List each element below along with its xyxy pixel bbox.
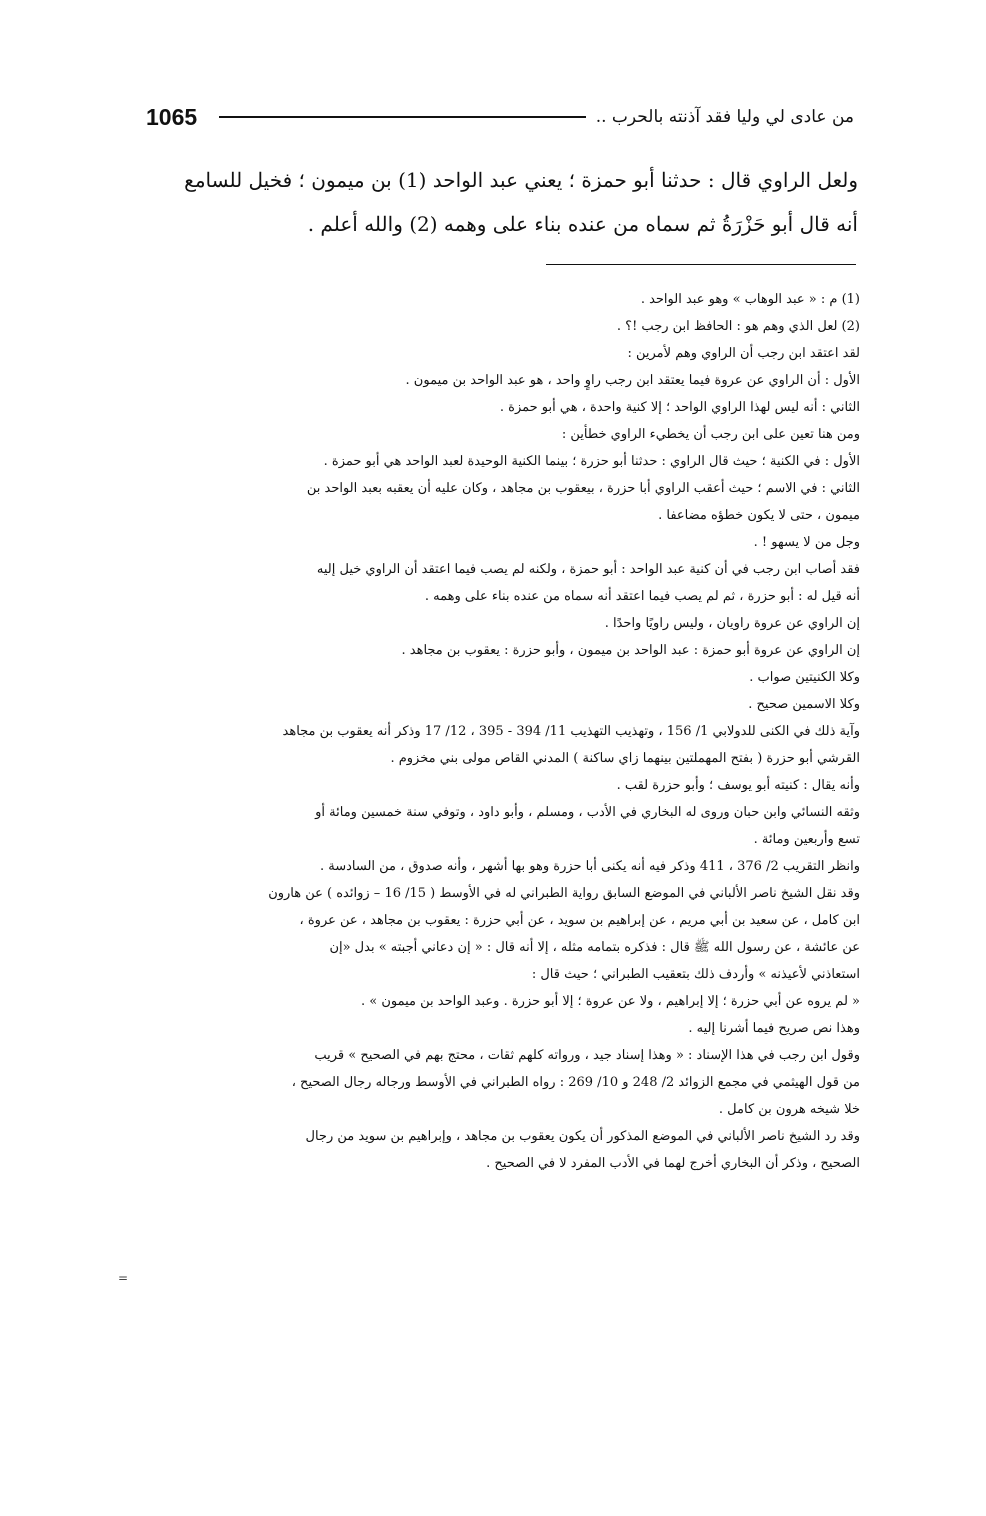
page-header — [146, 97, 854, 137]
margin-mark: = — [118, 1271, 129, 1285]
footnote-line: لقد اعتقد ابن رجب أن الراوي وهم لأمرين : — [627, 346, 860, 361]
footnote-line: « لم يروه عن أبي حزرة ؛ إلا إبراهيم ، ولا عن عروة ؛ إلا أبو حزرة . وعبد الواحد بن ميمون » . — [360, 994, 860, 1009]
footnote-line: أنه قيل له : أبو حزرة ، ثم لم يصب فيما اعتقد أنه سماه من عنده بناء على وهمه . — [424, 589, 860, 604]
footnote-line: الصحيح ، وذكر أن البخاري أخرج لهما في الأدب المفرد لا في الصحيح . — [486, 1156, 860, 1171]
footnote-line: من قول الهيثمي في مجمع الزوائد 2/ 248 و 10/ 269 : رواه الطبراني في الأوسط ورجاله رجال الصحيح ، — [291, 1075, 860, 1090]
main-text-line: ولعل الراوي قال : حدثنا أبو حمزة ؛ يعني عبد الواحد (1) بن ميمون ؛ فخيل للسامع — [184, 168, 858, 192]
footnote-line: ومن هنا تعين على ابن رجب أن يخطيء الراوي خطأين : — [561, 427, 860, 442]
footnotes — [134, 286, 860, 1177]
footnote-line: الثاني : في الاسم ؛ حيث أعقب الراوي أبا حزرة ، بيعقوب بن مجاهد ، وكان عليه أن يعقبه بعبد الواحد بن — [306, 481, 860, 496]
footnote-line: (1) م : « عبد الوهاب » وهو عبد الواحد . — [640, 292, 860, 307]
footnote-separator — [546, 264, 856, 265]
footnote-line: القرشي أبو حزرة ( بفتح المهملتين بينهما زاي ساكنة ) المدني القاص مولى بني مخزوم . — [390, 751, 860, 766]
footnote-line: تسع وأربعين ومائة . — [753, 832, 860, 847]
footnote-line: استعاذني لأعيذنه » وأردف ذلك بتعقيب الطبراني ؛ حيث قال : — [531, 967, 860, 982]
footnote-line: الأول : في الكنية ؛ حيث قال الراوي : حدثنا أبو حزرة ؛ بينما الكنية الوحيدة لعبد الواحد هي أبو حمزة . — [323, 454, 860, 469]
footnote-line: وجل من لا يسهو ! . — [753, 535, 860, 550]
footnote-line: وأنه يقال : كنيته أبو يوسف ؛ وأبو حزرة لقب . — [616, 778, 860, 793]
footnote-line: وانظر التقريب 2/ 376 ، 411 وذكر فيه أنه يكنى أبا حزرة وهو بها أشهر ، وأنه صدوق ، من السادسة . — [319, 859, 860, 874]
page-number: 1065 — [146, 103, 198, 130]
footnote-line: إن الراوي عن عروة أبو حمزة : عبد الواحد بن ميمون ، وأبو حزرة : يعقوب بن مجاهد . — [401, 643, 860, 658]
footnote-line: ابن كامل ، عن سعيد بن أبي مريم ، عن إبراهيم بن سويد ، عن أبي حزرة : يعقوب بن مجاهد ، عن عروة ، — [299, 913, 860, 928]
footnote-line: وكلا الكنيتين صواب . — [749, 670, 860, 685]
running-title: من عادى لي وليا فقد آذنته بالحرب .. — [595, 107, 854, 127]
header-rule — [219, 116, 586, 118]
footnote-line: عن عائشة ، عن رسول الله ﷺ قال : فذكره بتمامه مثله ، إلا أنه قال : « إن دعاني أجبته » بدل «إن — [329, 940, 860, 955]
footnote-line: وآية ذلك في الكنى للدولابي 1/ 156 ، وتهذيب التهذيب 11/ 394 - 395 ، 12/ 17 وذكر أنه يعقوب بن مجاهد — [282, 724, 860, 739]
footnote-line: وقد رد الشيخ ناصر الألباني في الموضع المذكور أن يكون يعقوب بن مجاهد ، وإبراهيم بن سويد من رجال — [305, 1129, 860, 1144]
footnote-line: وقول ابن رجب في هذا الإسناد : « وهذا إسناد جيد ، ورواته كلهم ثقات ، محتج بهم في الصحيح » قريب — [314, 1048, 860, 1063]
footnote-line: (2) لعل الذي وهم هو : الحافظ ابن رجب !؟ . — [616, 319, 860, 334]
footnote-line: خلا شيخه هرون بن كامل . — [718, 1102, 860, 1117]
footnote-line: الثاني : أنه ليس لهذا الراوي الواحد ؛ إلا كنية واحدة ، هي أبو حمزة . — [499, 400, 860, 415]
footnote-line: ميمون ، حتى لا يكون خطؤه مضاعفا . — [658, 508, 860, 523]
footnote-line: وكلا الاسمين صحيح . — [748, 697, 860, 712]
main-text-line: أنه قال أبو حَزْرَةُ ثم سماه من عنده بناء على وهمه (2) والله أعلم . — [307, 212, 858, 236]
footnote-line: وقد نقل الشيخ ناصر الألباني في الموضع السابق رواية الطبراني له في الأوسط ( 15/ 16 – زوائده ) عن هارون — [268, 886, 860, 901]
footnote-line: فقد أصاب ابن رجب في أن كنية عبد الواحد : أبو حمزة ، ولكنه لم يصب فيما اعتقد أن الراوي خيل إليه — [316, 562, 860, 577]
footnote-line: وهذا نص صريح فيما أشرنا إليه . — [688, 1021, 860, 1036]
footnote-line: إن الراوي عن عروة راويان ، وليس راويًا واحدًا . — [604, 616, 860, 631]
main-text — [134, 158, 858, 246]
footnote-line: وثقه النسائي وابن حبان وروى له البخاري في الأدب ، ومسلم ، وأبو داود ، وتوفي سنة خمسين ومائة أو — [315, 805, 860, 820]
footnote-line: الأول : أن الراوي عن عروة فيما يعتقد ابن رجب راوٍ واحد ، هو عبد الواحد بن ميمون . — [405, 373, 860, 388]
